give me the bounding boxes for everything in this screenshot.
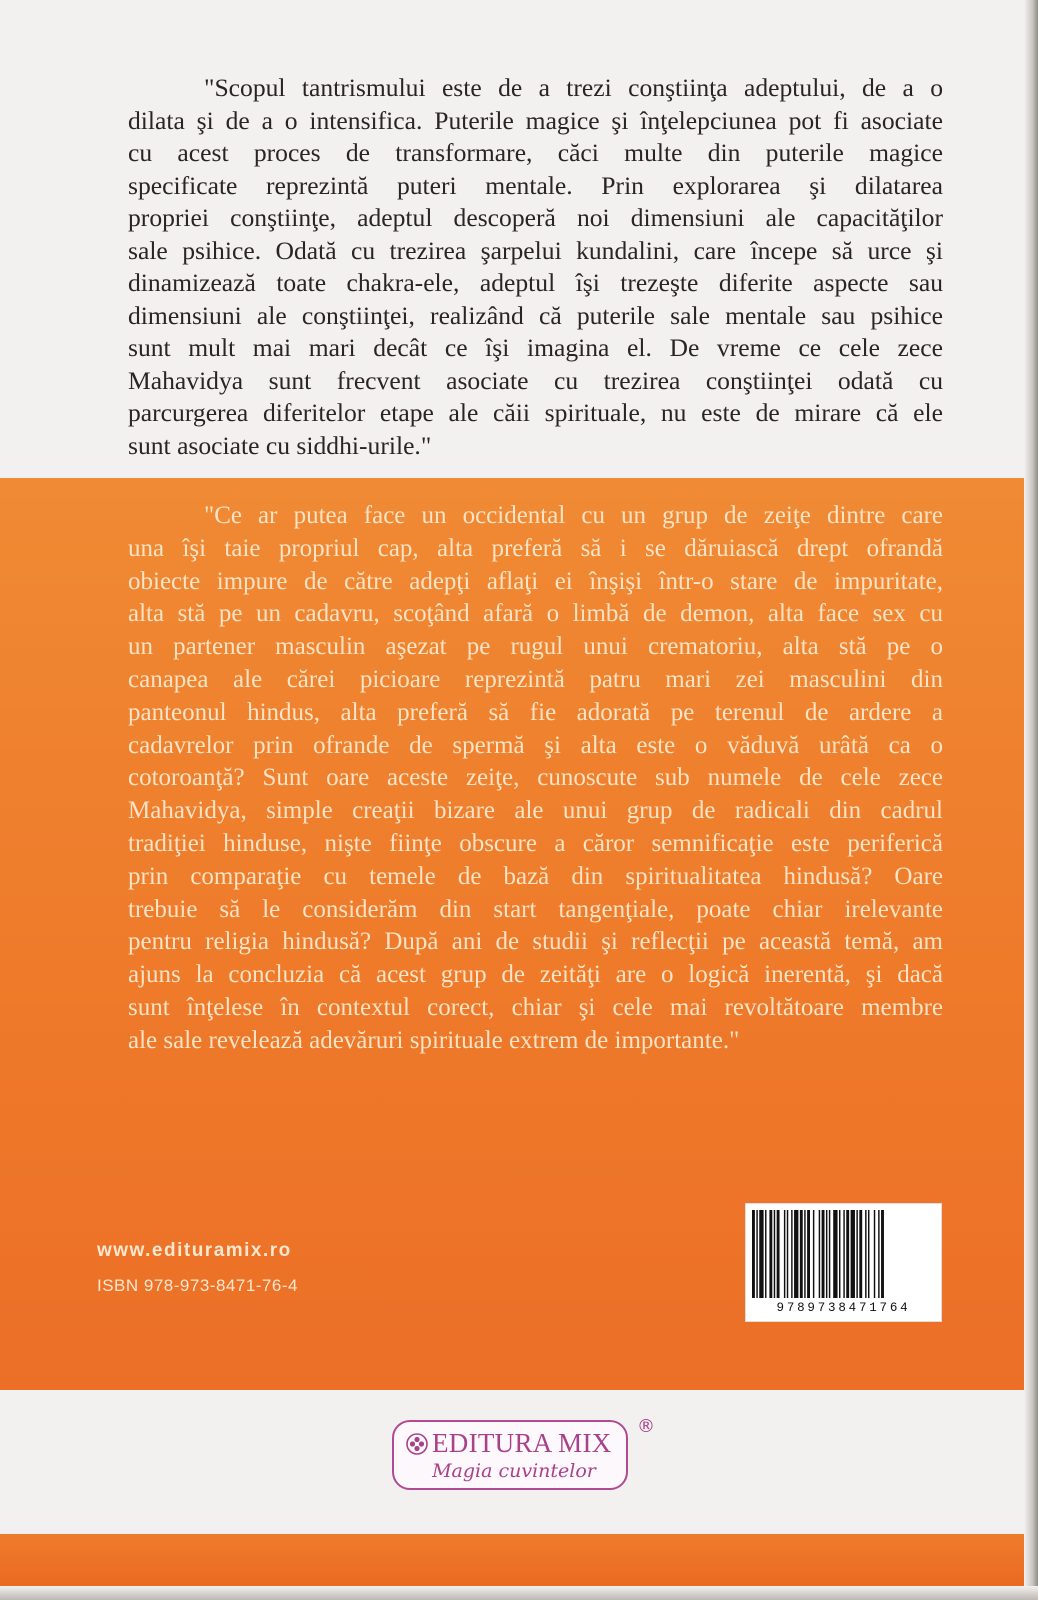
barcode-bars — [746, 1204, 941, 1302]
orange-quote-line: prin comparaţie cu temele de bază din spiritualitatea hindusă? Oare — [128, 862, 943, 890]
barcode-bar — [826, 1210, 827, 1298]
top-quote-line: dinamizează toate chakra-ele, adeptul îşi trezeşte diferite aspecte sau — [128, 268, 943, 297]
orange-quote-line: un partener masculin aşezat pe rugul unui crematoriu, alta stă pe o — [128, 633, 943, 661]
isbn-barcode — [745, 1203, 942, 1322]
barcode-bar — [765, 1210, 766, 1298]
barcode-bar — [813, 1210, 814, 1298]
orange-quote-line: trebuie să le considerăm din start tangenţiale, poate chiar irelevante — [128, 895, 943, 923]
barcode-bar — [752, 1210, 755, 1298]
top-quote — [128, 72, 943, 470]
publisher-website: www.edituramix.ro — [97, 1240, 292, 1261]
barcode-bar — [865, 1210, 866, 1298]
barcode-bar — [787, 1210, 788, 1298]
orange-quote-line: "Ce ar putea face un occidental cu un grup de zeiţe dintre care — [204, 502, 943, 529]
top-quote-line: propriei conştiinţe, adeptul descoperă noi dimensiuni ale capacităţilor — [128, 203, 943, 232]
orange-quote-line: sunt înţelese în contextul corect, chiar şi cele mai revoltătoare membre — [128, 993, 943, 1021]
top-quote-line: dimensiuni ale conştiinţei, realizând că puterile sale mentale sau psihice — [128, 300, 943, 330]
flower-emblem-icon — [406, 1433, 428, 1455]
barcode-bar — [859, 1210, 862, 1298]
orange-quote-line: obiecte impure de către adepţi aflaţi ei înşişi într-o stare de impuritate, — [128, 567, 943, 595]
top-quote-line: parcurgerea diferitelor etape ale căii spirituale, nu este de mirare că ele — [128, 398, 943, 427]
top-quote-line: "Scopul tantrismului este de a trezi conştiinţa adeptului, de a o — [204, 73, 943, 102]
barcode-bar — [878, 1210, 879, 1298]
orange-quote-line: ajuns la concluzia că acest grup de zeităţi are o logică inerentă, şi dacă — [128, 961, 943, 989]
barcode-bar — [756, 1210, 757, 1298]
page-edge-bottom — [0, 1586, 1038, 1600]
barcode-bar — [822, 1210, 825, 1298]
logo-tagline: Magia cuvintelor — [432, 1460, 596, 1482]
top-quote-line: Mahavidya sunt frecvent asociate cu trezirea conştiinţei odată cu — [128, 365, 943, 395]
orange-quote-line: pentru religia hindusă? După ani de studii şi reflecţii pe această temă, am — [128, 928, 943, 956]
orange-quote — [128, 500, 943, 1058]
barcode-bar — [800, 1210, 803, 1298]
orange-quote-line: alta stă pe un cadavru, scoţând afară o limbă de demon, alta face sex cu — [128, 600, 943, 628]
top-quote-line: specificate reprezintă puteri mentale. Prin explorarea şi dilatarea — [128, 170, 943, 200]
top-quote-line: dilata şi de a o intensifica. Puterile magice şi înţelepciunea pot fi asociate — [128, 105, 943, 135]
publisher-logo — [392, 1420, 628, 1490]
barcode-bar — [791, 1210, 792, 1298]
orange-quote-line: cadavrelor prin ofrande de spermă şi alta este o văduvă urâtă ca o — [128, 731, 943, 759]
orange-quote-line: cotoroanţă? Sunt oare aceste zeiţe, cunoscute sub numele de cele zece — [128, 764, 943, 792]
bottom-orange-strip — [0, 1534, 1024, 1586]
barcode-bar — [846, 1210, 849, 1298]
orange-quote-line: una îşi taie propriul cap, alta preferă să i se dăruiască drept ofrandă — [128, 534, 943, 562]
barcode-bar — [784, 1210, 785, 1298]
top-quote-line: sunt mult mai mari decât ce îşi imagina el. De vreme ce cele zece — [128, 333, 943, 362]
orange-quote-line: panteonul hindus, alta preferă să fie adorată pe terenul de ardere a — [128, 698, 943, 726]
registered-mark: ® — [637, 1416, 655, 1437]
orange-quote-line: canapea ale cărei picioare reprezintă patru mari zei masculini din — [128, 665, 943, 693]
barcode-bar — [774, 1210, 775, 1298]
top-quote-line: sunt asociate cu siddhi-urile." — [128, 430, 432, 460]
barcode-bar — [839, 1210, 840, 1298]
barcode-bar — [851, 1210, 855, 1298]
barcode-bar — [874, 1210, 875, 1298]
barcode-bar — [829, 1210, 830, 1298]
barcode-bar — [856, 1210, 857, 1298]
barcode-bar — [804, 1210, 805, 1298]
page-edge-shadow — [1024, 0, 1038, 1600]
barcode-bar — [769, 1210, 772, 1298]
barcode-bar — [868, 1210, 869, 1298]
barcode-bar — [777, 1210, 780, 1298]
orange-quote-line: Mahavidya, simple creaţii bizare ale unui grup de radicali din cadrul — [128, 797, 943, 825]
barcode-digits: 9789738471764 — [776, 1301, 911, 1315]
logo-name: EDITURA MIX — [432, 1428, 612, 1458]
top-quote-line: cu acest proces de transformare, căci multe din puterile magice — [128, 138, 943, 167]
top-quote-line: sale psihice. Odată cu trezirea şarpelui kundalini, care începe să urce şi — [128, 235, 943, 265]
barcode-bar — [807, 1210, 810, 1298]
barcode-bar — [843, 1210, 844, 1298]
barcode-bar — [833, 1210, 837, 1298]
orange-quote-line: ale sale revelează adevăruri spirituale extrem de importante." — [128, 1026, 740, 1054]
orange-quote-line: tradiţiei hinduse, nişte fiinţe obscure a căror semnificaţie este periferică — [128, 829, 943, 857]
barcode-bar — [819, 1210, 820, 1298]
isbn-number: ISBN 978-973-8471-76-4 — [97, 1276, 298, 1295]
barcode-bar — [759, 1210, 763, 1298]
barcode-bar — [794, 1210, 798, 1298]
barcode-bar — [881, 1210, 884, 1298]
